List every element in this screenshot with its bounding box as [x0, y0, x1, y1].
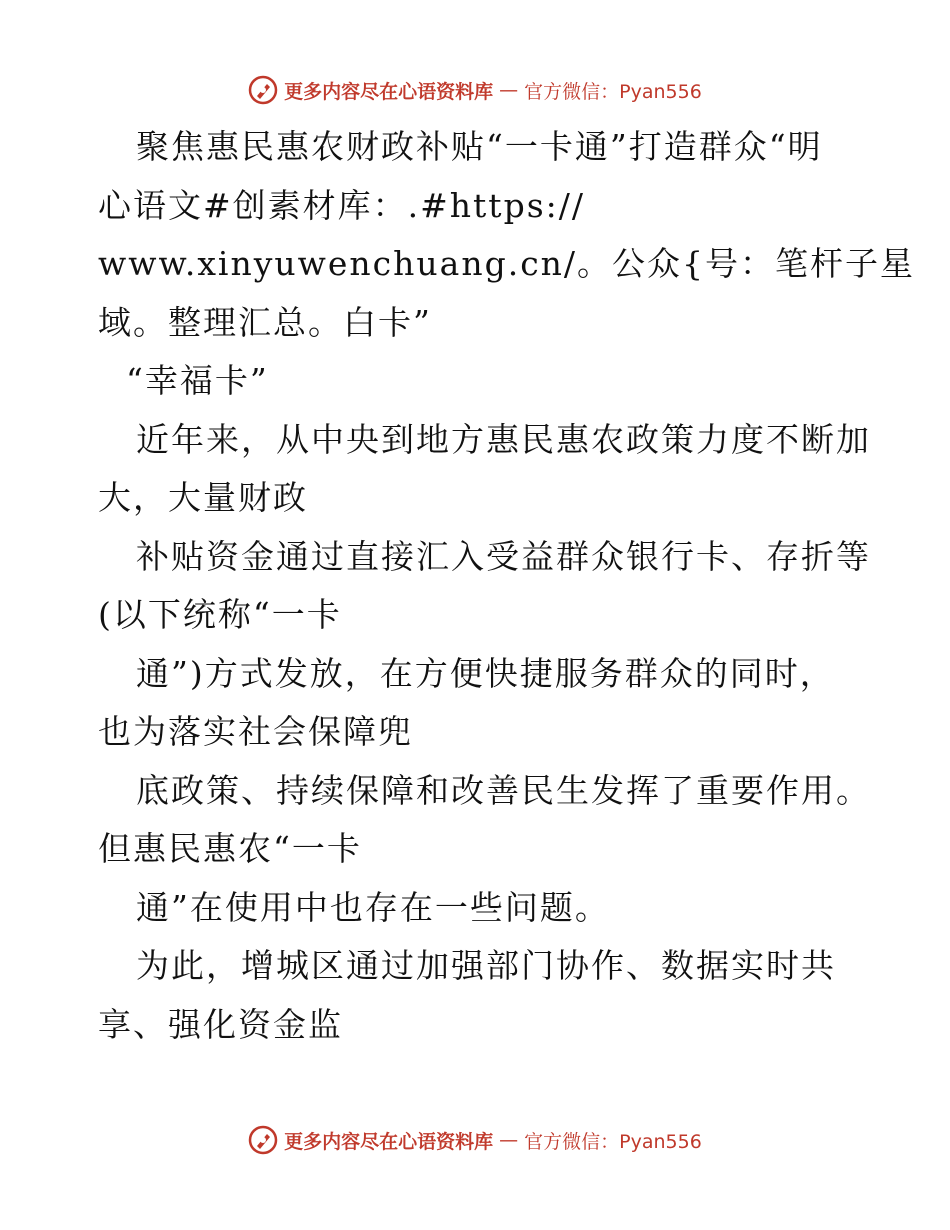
text-line: 大，大量财政	[98, 478, 308, 517]
text-line: 近年来，从中央到地方惠民惠农政策力度不断加	[136, 419, 871, 459]
text-line: 通”)方式发放，在方便快捷服务群众的同时，	[136, 653, 835, 693]
footer-banner-inner	[248, 1125, 702, 1155]
banner-main-text: 更多内容尽在心语资料库	[284, 80, 494, 103]
banner-wechat-text: 官方微信：Pyan556	[524, 80, 702, 103]
text-line: “幸福卡”	[126, 361, 269, 400]
footer-banner	[0, 1120, 950, 1160]
text-line: 补贴资金通过直接汇入受益群众银行卡、存折等	[136, 536, 871, 576]
text-line: 底政策、持续保障和改善民生发挥了重要作用。	[136, 770, 871, 810]
banner-dash: —	[499, 1129, 519, 1151]
document-body	[98, 118, 916, 1054]
pen-logo-icon	[248, 1125, 278, 1155]
header-banner	[0, 70, 950, 110]
header-banner-inner	[248, 75, 702, 105]
pen-logo-icon	[248, 75, 278, 105]
banner-main-text: 更多内容尽在心语资料库	[284, 1130, 494, 1153]
text-line: 享、强化资金监	[98, 1004, 343, 1044]
text-line: 心语文#创素材库：.#https://	[98, 185, 585, 225]
text-line: 也为落实社会保障兜	[98, 712, 413, 751]
text-line: 域。整理汇总。白卡”	[98, 302, 432, 342]
text-line: 但惠民惠农“一卡	[98, 829, 362, 868]
text-line: www.xinyuwenchuang.cn/。公众{号：笔杆子星	[98, 244, 916, 283]
text-line: (以下统称“一卡	[98, 595, 342, 634]
text-line: 聚焦惠民惠农财政补贴“一卡通”打造群众“明	[136, 127, 823, 166]
text-line: 通”在使用中也存在一些问题。	[136, 887, 610, 927]
banner-dash: —	[499, 79, 519, 101]
banner-wechat-text: 官方微信：Pyan556	[524, 1130, 702, 1153]
text-line: 为此，增城区通过加强部门协作、数据实时共	[136, 946, 836, 985]
